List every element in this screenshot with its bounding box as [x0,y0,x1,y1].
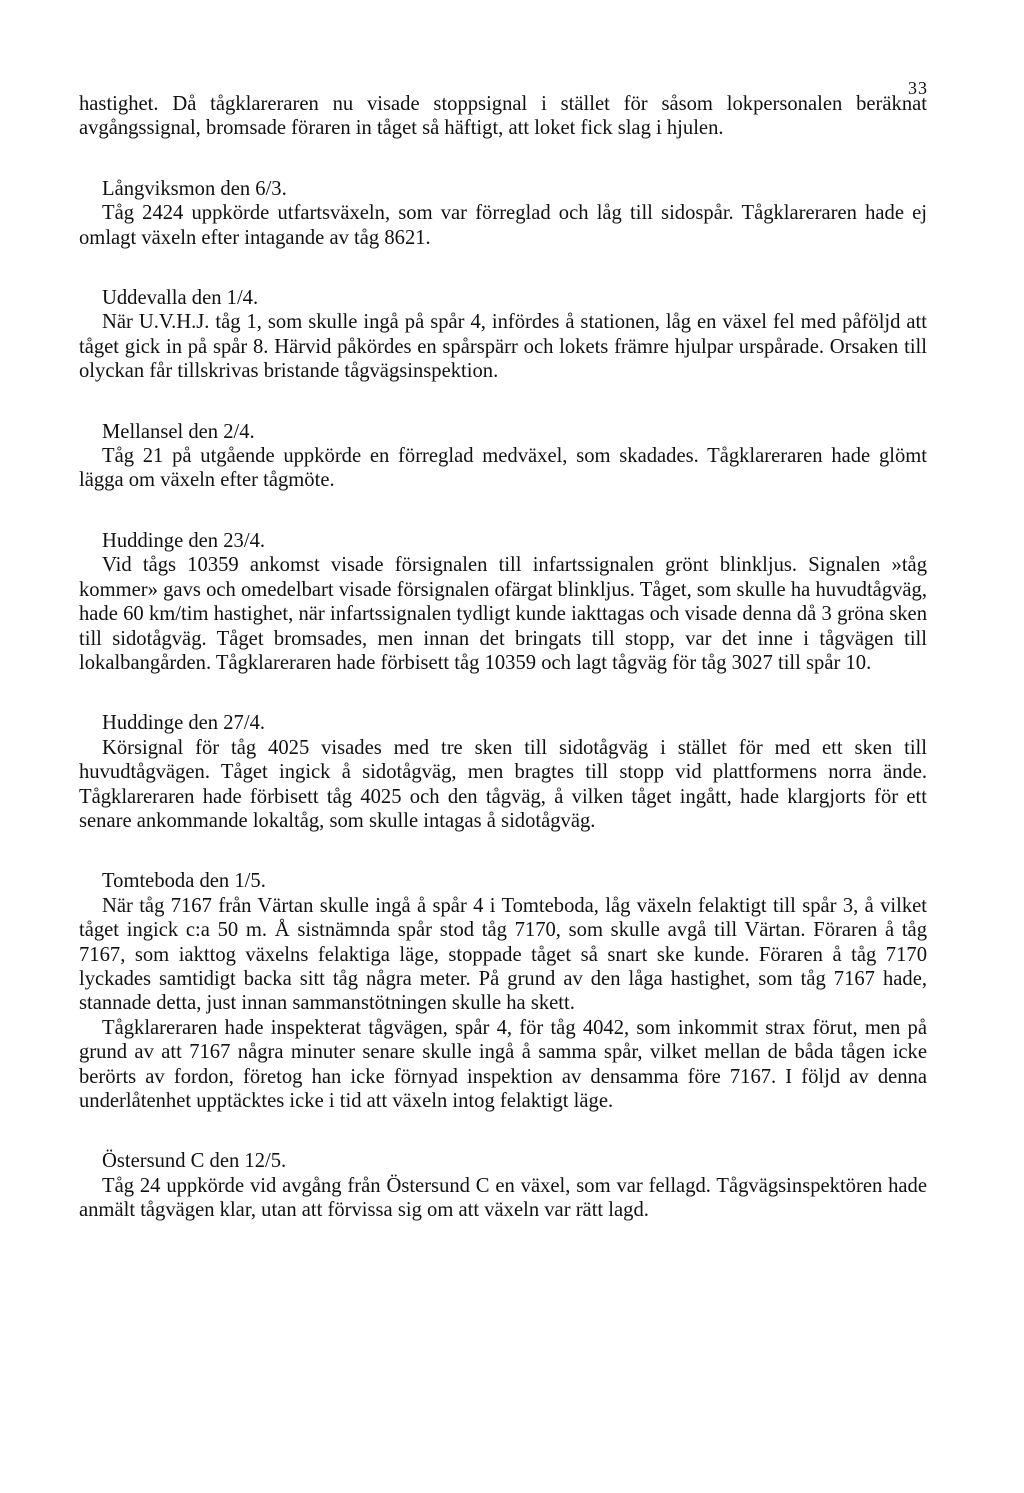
entry-heading: Tomteboda den 1/5. [102,870,266,893]
entry-heading: Mellansel den 2/4. [102,420,255,443]
entry-body: Tåg 24 uppkörde vid avgång från Östersund C en växel, som var fellagd. Tågvägsinspektören hade anmält tågvägen klar, utan att förvissa sig om att växeln var rätt lagd. [79,1174,927,1222]
entry-tomteboda [79,869,927,1113]
entry-body: Tåg 21 på utgående uppkörde en förreglad medväxel, som skadades. Tågklareraren hade glömt lägga om växeln efter tågmöte. [79,445,927,492]
entry-heading: Östersund C den 12/5. [102,1150,287,1173]
entry-body-continued: Tågklareraren hade inspekterat tågvägen, spår 4, för tåg 4042, som inkommit strax förut, men på grund av att 7167 några minuter senare skulle ingå å samma spår, vilket mellan de båda tågen icke berörts av fordon, företog han icke förnyad inspektion av densamma före 7167. I följd av denna underlåtenhet upptäcktes icke i tid att växeln intog felaktigt läge. [79,1016,927,1112]
entry-ostersund [79,1149,927,1222]
entry-mellansel [79,420,927,493]
entry-heading: Uddevalla den 1/4. [102,287,259,310]
entry-body: Körsignal för tåg 4025 visades med tre sken till sidotågväg i stället för med ett sken till huvudtågvägen. Tåget ingick å sidotågväg, men bragtes till stopp vid plattformens norra ände. Tågklareraren hade förbisett tåg 4025 och den tågväg, å vilken tåget ingått, hade klargjorts för ett senare ankommande lokaltåg, som skulle intagas å sidotågväg. [79,736,927,832]
entry-langviksmon [79,177,927,250]
entry-huddinge-23-4 [79,529,927,675]
entry-body: Vid tågs 10359 ankomst visade försignalen till infartssignalen grönt blinkljus. Signalen »tåg kommer» gavs och omedelbart visade försignalen ofärgat blinkljus. Tåget, som skulle ha huvudtågväg, hade 60 km/tim hastighet, när infartssignalen tydligt kunde iakttagas och visade denna då 3 gröna sken till sidotågväg. Tåget bromsades, men innan det bringats till stopp, var det inne i tågvägen till lokalbangården. Tågklareraren hade förbisett tåg 10359 och lagt tågväg för tåg 3027 till spår 10. [79,554,927,674]
entry-uddevalla [79,286,927,384]
page-number: 33 [908,78,928,98]
entry-body: Tåg 2424 uppkörde utfartsväxeln, som var förreglad och låg till sidospår. Tågklareraren hade ej omlagt växeln efter intagande av tåg 8621. [79,202,927,249]
document-body [79,92,927,1223]
entry-heading: Långviksmon den 6/3. [102,177,287,200]
entry-body: När U.V.H.J. tåg 1, som skulle ingå på spår 4, infördes å stationen, låg en växel fel med påföljd att tåget gick in på spår 8. Härvid påkördes en spårspärr och lokets främre hjulpar urspårade. Orsaken till olyckan får tillskrivas bristande tågvägsinspektion. [79,311,927,383]
intro-paragraph: hastighet. Då tågklareraren nu visade stoppsignal i stället för såsom lokpersonalen beräknat avgångssignal, bromsade föraren in tåget så häftigt, att loket fick slag i hjulen. [79,93,927,140]
entry-heading: Huddinge den 23/4. [102,529,266,552]
entry-heading: Huddinge den 27/4. [102,712,266,735]
entry-huddinge-27-4 [79,711,927,833]
entry-body: När tåg 7167 från Värtan skulle ingå å spår 4 i Tomteboda, låg växeln felaktigt till spår 3, å vilket tåget ingick c:a 50 m. Å sistnämnda spår stod tåg 7170, som skulle avgå till Värtan. Föraren å tåg 7167, som iakttog växelns felaktiga läge, stoppade tåget så snart ske kunde. Föraren å tåg 7170 lyckades samtidigt backa sitt tåg några meter. På grund av den låga hastighet, som tåg 7167 hade, stannade detta, just innan sammanstötningen skulle ha skett. [79,894,927,1015]
